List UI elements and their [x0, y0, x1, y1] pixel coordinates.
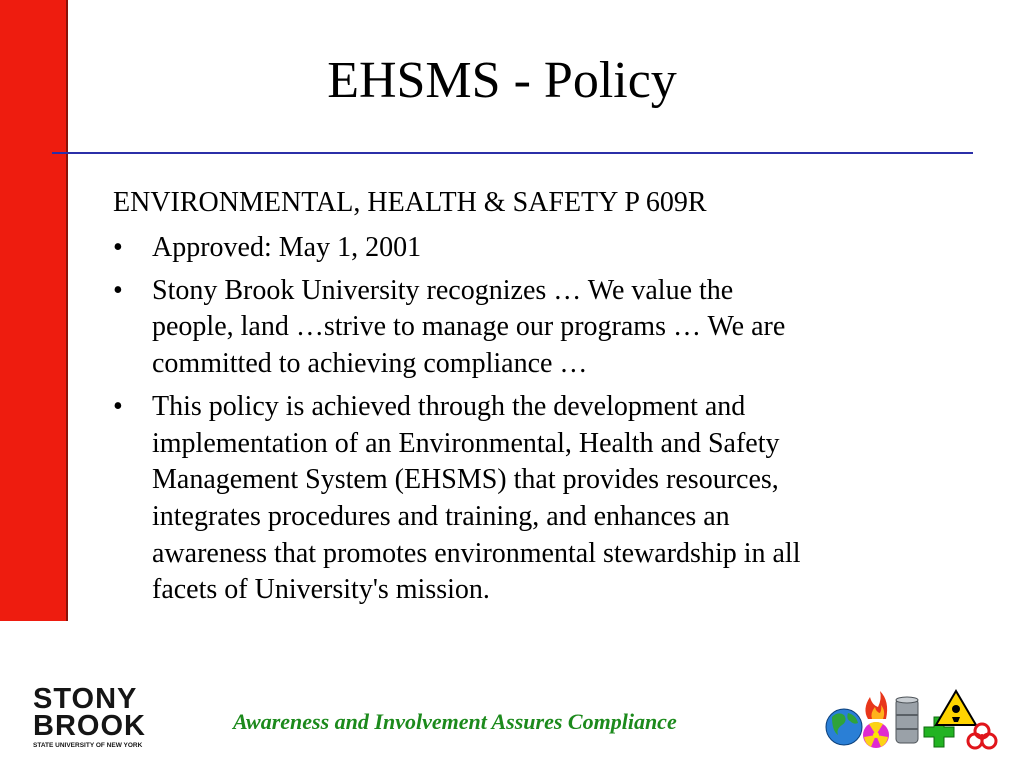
- bullet-line: Management System (EHSMS) that provides resources,: [152, 464, 779, 496]
- bullet-approved: [113, 230, 973, 267]
- globe-icon: [826, 709, 862, 745]
- bullet-line: integrates procedures and training, and enhances an: [152, 500, 730, 532]
- bullet-list: [113, 230, 973, 615]
- bullet-recognizes: [113, 273, 973, 383]
- bullet-line: people, land …strive to manage our programs … We are: [152, 311, 786, 343]
- safety-icons-cluster: [824, 687, 1000, 751]
- bullet-line: This policy is achieved through the development and: [152, 390, 746, 422]
- logo-subtitle: STATE UNIVERSITY OF NEW YORK: [33, 742, 143, 749]
- bullet-dot: •: [113, 232, 123, 263]
- bullet-line: implementation of an Environmental, Health and Safety: [152, 427, 780, 459]
- radiation-icon: [863, 722, 889, 748]
- policy-heading: ENVIRONMENTAL, HEALTH & SAFETY P 609R: [113, 187, 707, 218]
- footer-tagline: Awareness and Involvement Assures Compliance: [233, 709, 677, 734]
- flame-icon: [865, 691, 887, 719]
- title-divider: [52, 152, 973, 154]
- biohazard-icon: [968, 724, 996, 748]
- warning-triangle-icon: [936, 691, 976, 725]
- barrel-icon: [896, 697, 918, 743]
- bullet-line: facets of University's mission.: [152, 574, 490, 606]
- slide-title: EHSMS - Policy: [327, 52, 677, 109]
- bullet-policy-achieved: [113, 389, 973, 609]
- bullet-dot: •: [113, 274, 123, 306]
- stony-brook-logo: [33, 683, 146, 752]
- bullet-line: committed to achieving compliance …: [152, 348, 588, 380]
- logo-line-stony: STONY: [33, 683, 138, 715]
- bullet-line: awareness that promotes environmental stewardship in all: [152, 537, 801, 569]
- left-accent-bar: [0, 0, 68, 621]
- bullet-dot: •: [113, 390, 123, 422]
- bullet-line: Stony Brook University recognizes … We value the: [152, 274, 734, 306]
- logo-line-brook: BROOK: [33, 710, 146, 742]
- bullet-line: Approved: May 1, 2001: [152, 232, 422, 263]
